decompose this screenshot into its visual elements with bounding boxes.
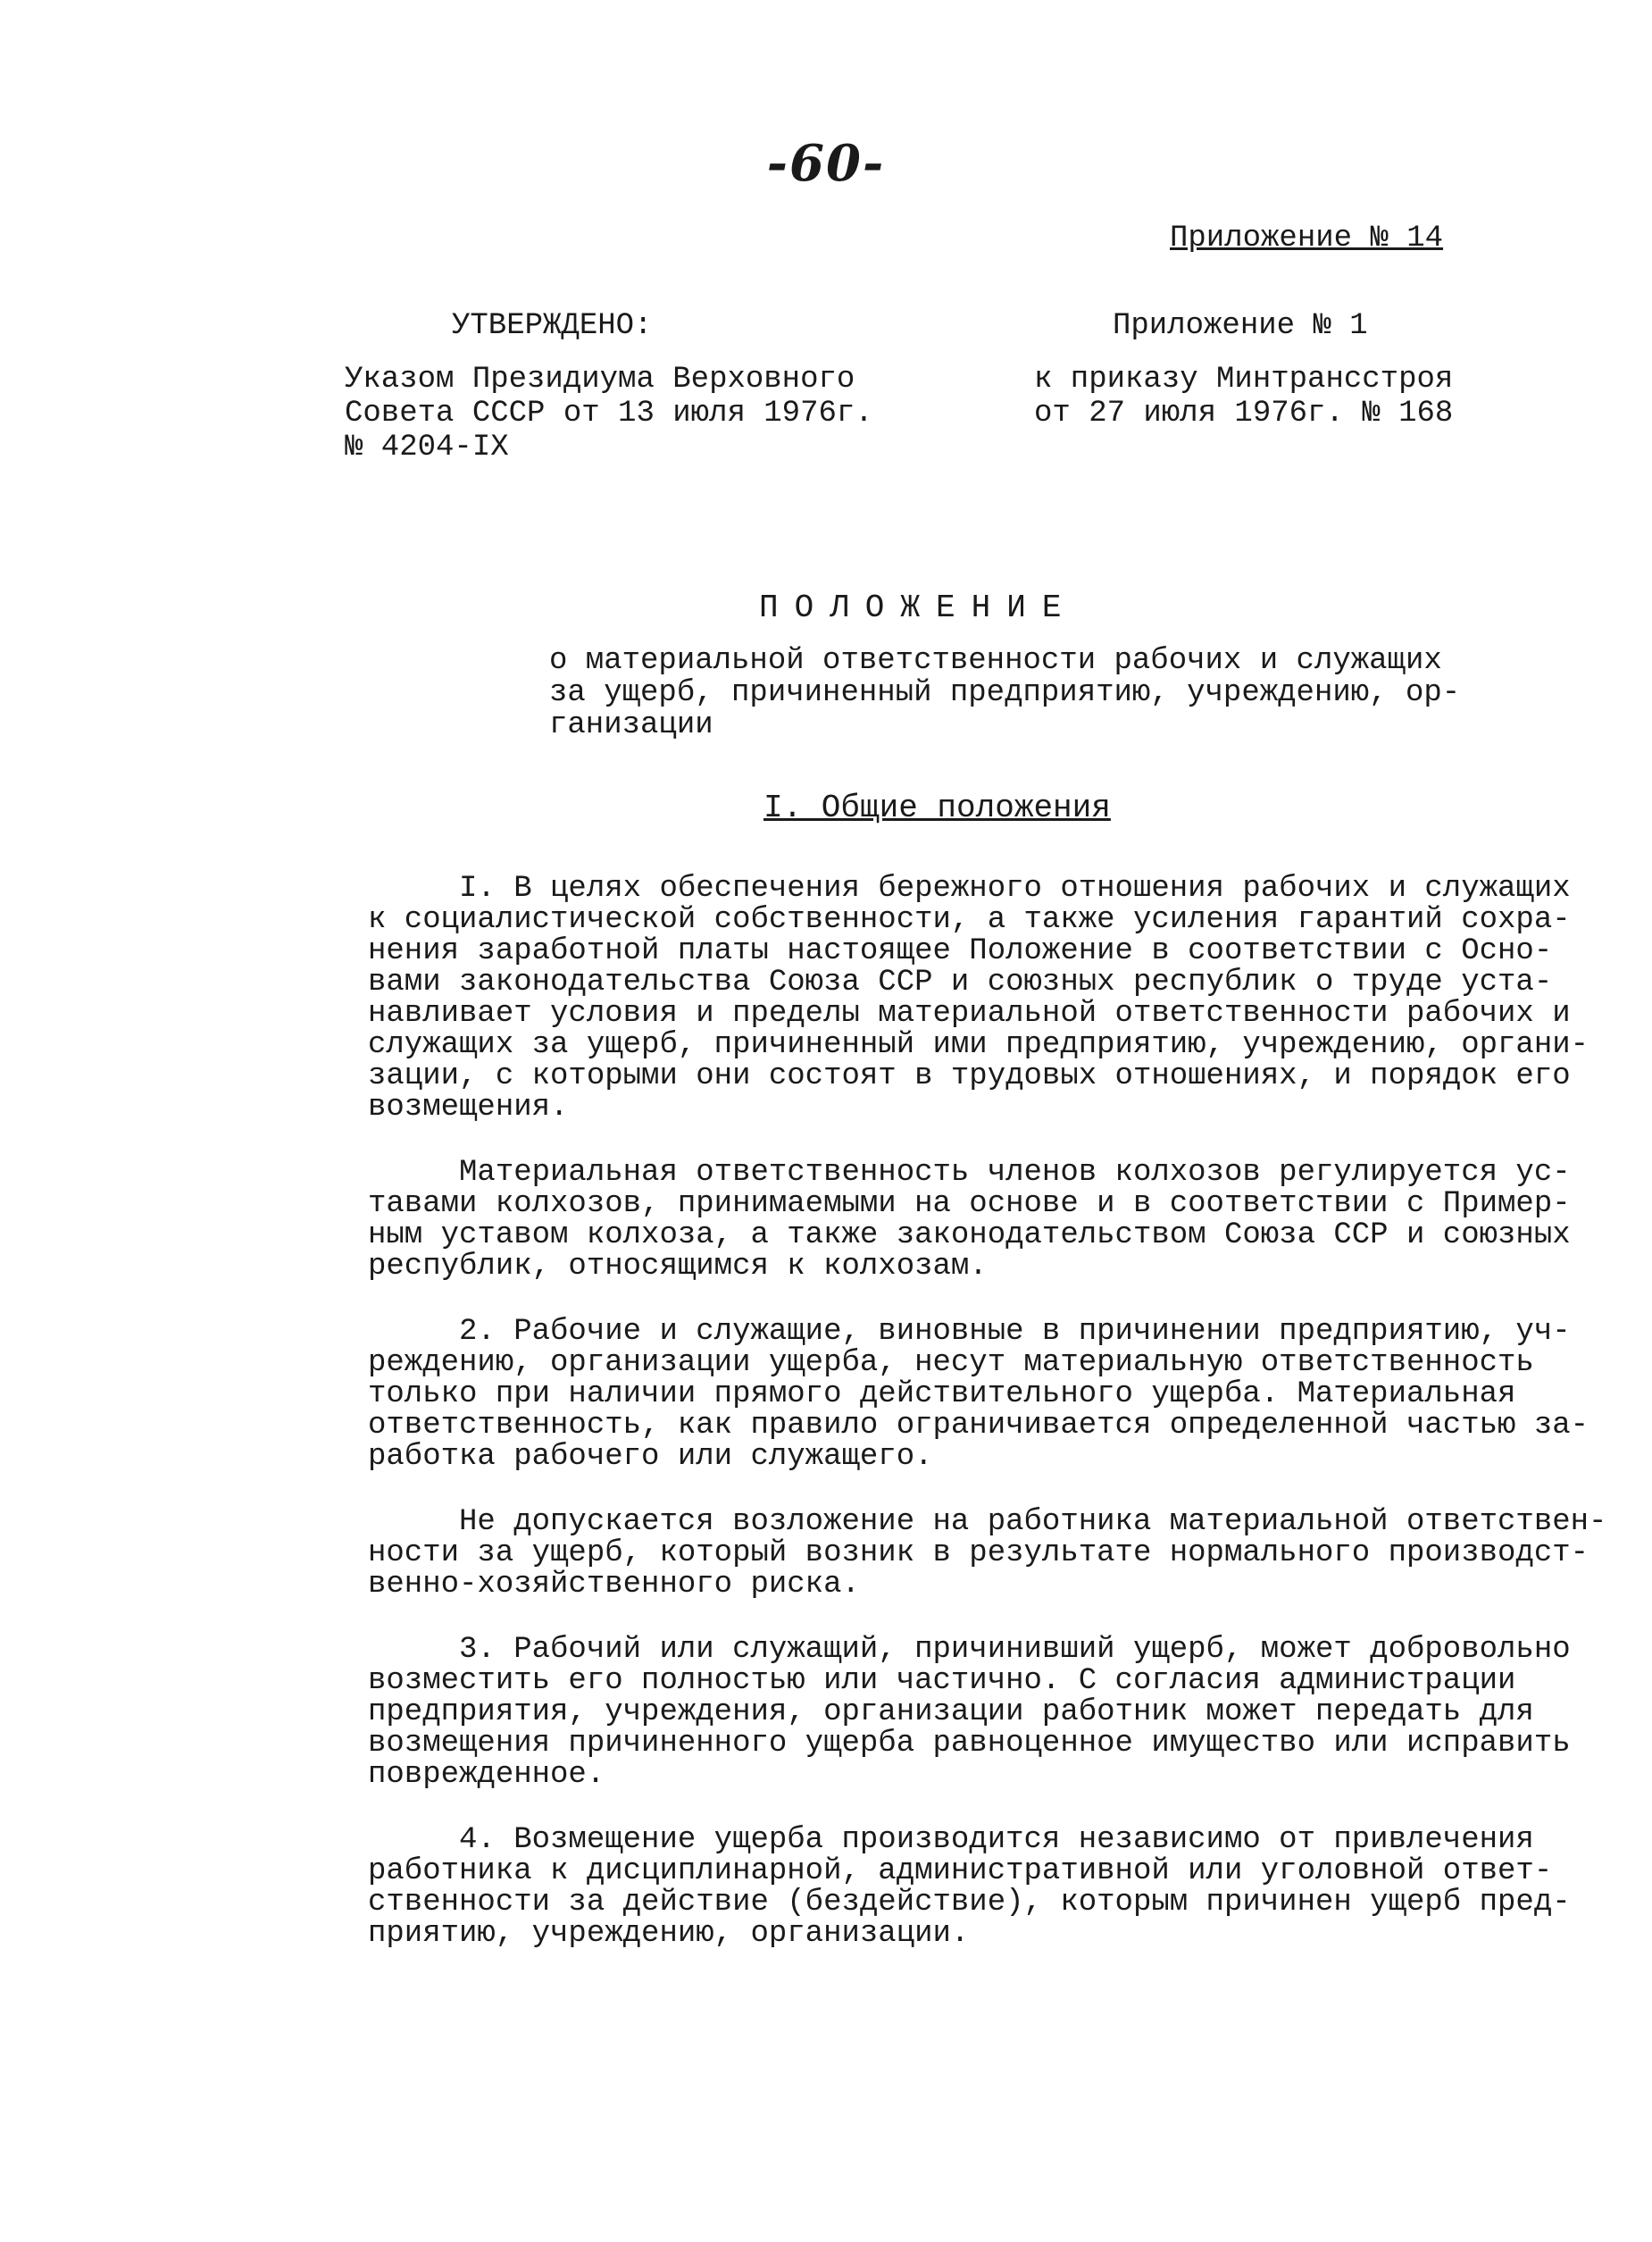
text-line: служащих за ущерб, причиненный ими предприятию, учреждению, органи- xyxy=(368,1028,1589,1062)
section-heading: I. Общие положения xyxy=(763,790,1111,826)
text-line: зации, с которыми они состоят в трудовых отношениях, и порядок его xyxy=(368,1059,1571,1093)
approved-line: № 4204-IX xyxy=(345,431,509,464)
paragraph-1 xyxy=(368,872,1589,1125)
text-line: предприятия, учреждения, организации работник может передать для xyxy=(368,1695,1534,1729)
subtitle-line: о материальной ответственности рабочих и служащих xyxy=(549,644,1442,678)
attachment-order-heading: Приложение № 1 xyxy=(1113,309,1368,343)
approved-line: Совета СССР от 13 июля 1976г. xyxy=(345,397,873,431)
text-line: вами законодательства Союза ССР и союзных республик о труде уста- xyxy=(368,966,1553,1000)
text-line: I. В целях обеспечения бережного отношения рабочих и служащих xyxy=(368,872,1571,906)
text-line: ным уставом колхоза, а также законодательством Союза ССР и союзных xyxy=(368,1218,1571,1252)
text-line: ответственность, как правило ограничивается определенной частью за- xyxy=(368,1409,1589,1443)
text-line: ности за ущерб, который возник в результате нормального производст- xyxy=(368,1536,1589,1570)
text-line: поврежденное. xyxy=(368,1758,605,1792)
paragraph-6 xyxy=(368,1823,1571,1951)
paragraph-5 xyxy=(368,1633,1571,1792)
text-line: реждению, организации ущерба, несут материальную ответственность xyxy=(368,1346,1534,1380)
attachment-order-line: к приказу Минтрансстроя xyxy=(1034,363,1454,397)
text-line: приятию, учреждению, организации. xyxy=(368,1917,970,1951)
text-line: возмещения причиненного ущерба равноценное имущество или исправить xyxy=(368,1727,1571,1761)
paragraph-2 xyxy=(368,1156,1571,1284)
text-line: тавами колхозов, принимаемыми на основе и в соответствии с Пример- xyxy=(368,1187,1571,1221)
approved-block xyxy=(345,309,873,464)
text-line: только при наличии прямого действительного ущерба. Материальная xyxy=(368,1377,1516,1411)
text-line: работка рабочего или служащего. xyxy=(368,1440,933,1474)
subtitle-line: за ущерб, причиненный предприятию, учреждению, ор- xyxy=(549,676,1461,710)
paragraph-4 xyxy=(368,1505,1607,1602)
text-line: к социалистической собственности, а также усиления гарантий сохра- xyxy=(368,903,1571,937)
text-line: возместить его полностью или частично. С согласия администрации xyxy=(368,1664,1516,1698)
body-text xyxy=(368,872,1607,1984)
page-number: -60- xyxy=(766,134,886,193)
text-line: 3. Рабочий или служащий, причинивший ущерб, может добровольно xyxy=(368,1633,1571,1667)
text-line: навливает условия и пределы материальной ответственности рабочих и xyxy=(368,997,1571,1031)
subtitle-line: ганизации xyxy=(549,708,713,742)
text-line: возмещения. xyxy=(368,1091,569,1125)
text-line: венно-хозяйственного риска. xyxy=(368,1568,860,1602)
text-line: работника к дисциплинарной, административной или уголовной ответ- xyxy=(368,1854,1553,1888)
text-line: республик, относящимся к колхозам. xyxy=(368,1250,988,1284)
text-line: Материальная ответственность членов колхозов регулируется ус- xyxy=(368,1156,1571,1190)
paragraph-3 xyxy=(368,1315,1589,1474)
document-subtitle xyxy=(549,645,1460,741)
document-title: ПОЛОЖЕНИЕ xyxy=(759,590,1078,626)
attachment-order-block xyxy=(1034,309,1453,431)
text-line: 2. Рабочие и служащие, виновные в причинении предприятию, уч- xyxy=(368,1315,1571,1349)
approved-heading: УТВЕРЖДЕНО: xyxy=(452,309,653,343)
text-line: нения заработной платы настоящее Положение в соответствии с Осно- xyxy=(368,934,1553,968)
text-line: ственности за действие (бездействие), которым причинен ущерб пред- xyxy=(368,1886,1571,1920)
attachment-label-top: Приложение № 14 xyxy=(1170,222,1444,255)
text-line: 4. Возмещение ущерба производится независимо от привлечения xyxy=(368,1823,1534,1857)
approved-line: Указом Президиума Верховного xyxy=(345,363,855,397)
text-line: Не допускается возложение на работника материальной ответствен- xyxy=(368,1505,1607,1539)
attachment-order-line: от 27 июля 1976г. № 168 xyxy=(1034,397,1454,431)
